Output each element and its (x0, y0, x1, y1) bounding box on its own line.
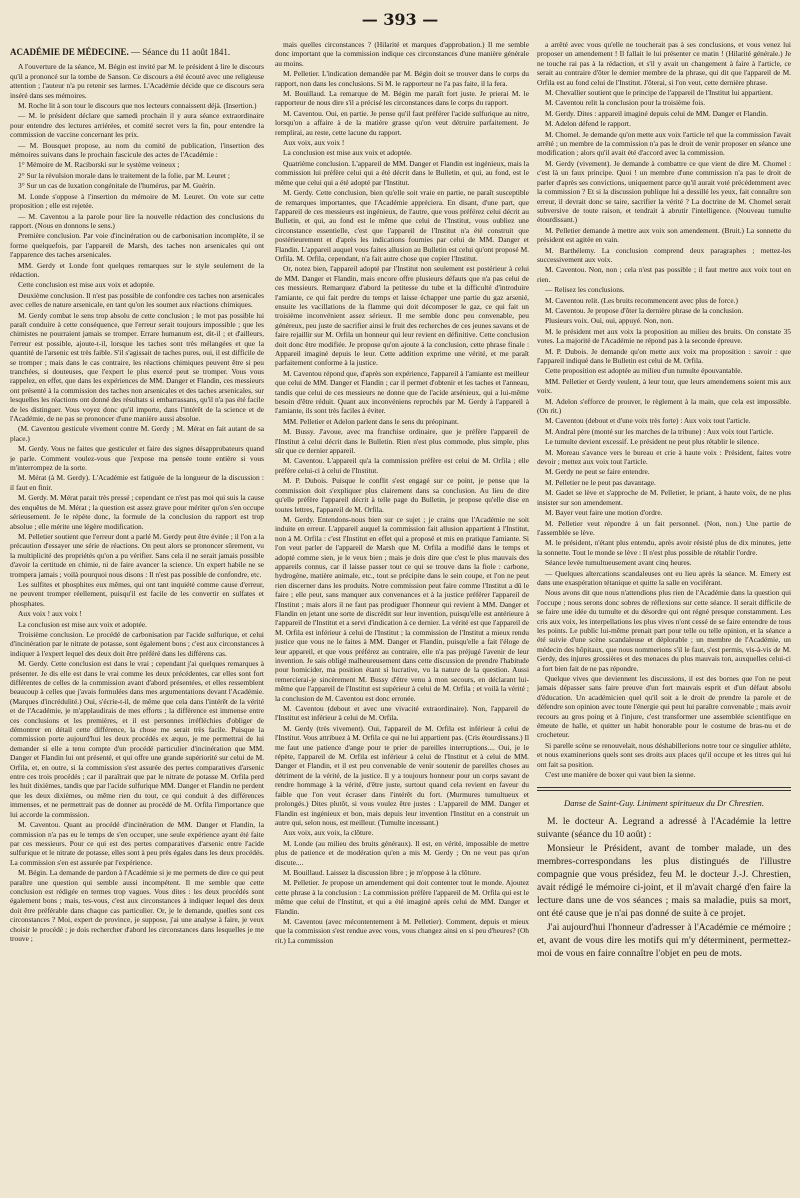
paragraph: M. Caventou. L'appareil qu'a la commission préfère est celui de M. Orfila ; elle préfère celui-ci à celui de l'Institut. (275, 456, 529, 475)
separator-rule (537, 787, 791, 788)
paragraph: Cette proposition est adoptée au milieu d'un tumulte épouvantable. (545, 366, 743, 376)
paragraph: Cette conclusion est mise aux voix et adoptée. (18, 280, 155, 290)
paragraph: M. Londe (au milieu des bruits généraux). Il est, en vérité, impossible de mettre plus de patience et de modération qu'en a mis M. Gerdy ; On ne veut pas qu'on discute.... (275, 838, 529, 867)
paragraph: M. Mérat (à M. Gerdy). L'Académie est fatiguée de la longueur de la discussion : il faut en finir. (10, 473, 264, 492)
paragraph: a arrêté avec vous qu'elle ne toucherait pas à ses conclusions, et vous venez lui proposer un amendement ! Il fallait le lui présenter ce matin ! (Hilarité générale.) Je ne touche rai pas à la rédaction, et s'il y avait un changement à faire à l'article, ce serait au contraire d'ôter le dernier membre de la phrase, qui dit que l'appareil de M. Orfila est au fond celui de l'Institut. J'ôterai, si l'on veut, cette dernière phrase. (537, 40, 791, 87)
paragraph: M. Caventou. Non, non ; cela n'est pas possible ; il faut mettre aux voix tout en rien. (537, 265, 791, 284)
paragraph: M. Roche lit à son tour le discours que nos lecteurs connaissent déjà. (Insertion.) (18, 101, 257, 111)
paragraph: M. Moreau s'avance vers le bureau et crie à haute voix : Président, faites votre devoir ; mettez aux voix tout l'article. (537, 447, 791, 467)
paragraph: M. Gerdy ne peut se faire entendre. (545, 467, 650, 477)
separator-rule-2 (537, 790, 791, 791)
paragraph: MM. Pelletier et Gerdy veulent, à leur tour, que leurs amendemens soient mis aux voix. (537, 376, 791, 396)
paragraph: M. Bouillaud. Laissez la discussion libre ; je m'oppose à la clôture. (283, 867, 481, 877)
paragraph: M. le docteur A. Legrand a adressé à l'Académie la lettre suivante (séance du 10 août) : (537, 815, 791, 840)
paragraph: M. Barthélemy. La conclusion comprend deux paragraphes ; mettez-les successivement aux voix. (537, 245, 791, 264)
paragraph: M. Gerdy. Dites : appareil imaginé depuis celui de MM. Danger et Flandin. (545, 108, 768, 118)
paragraph: M. Gerdy. M. Mérat parait très pressé ; cependant ce n'est pas moi qui suis la cause des enquêtes de M. Mérat ; la question est assez grave pour mériter qu'on s'en occupe sérieusement. Je le répète donc, la formule de la conclusion du rapport est trop absolue ; elle mérite une légère modification. (10, 493, 264, 531)
paragraph: M. Londe s'oppose à l'insertion du mémoire de M. Leuret. On vote sur cette proposition ; elle est rejetée. (10, 191, 264, 211)
paragraph: M. Bussy. J'avoue, avec ma franchise ordinaire, que je préfère l'appareil de l'Institut à celui décrit dans le Bulletin. Rien n'est plus commode, plus simple, plus sûr que ce dernier appareil. (275, 427, 529, 456)
paragraph: M. Pelletier. L'indication demandée par M. Bégin doit se trouver dans le corps du rapport, non dans les conclusions. Si M. le rapporteur ne l'a pas faite, il la fera. (275, 69, 529, 88)
paragraph: M. Pelletier ne le peut pas davantage. (545, 477, 656, 487)
paragraph: M. Caventou. Je propose d'ôter la dernière phrase de la conclusion. (545, 305, 744, 315)
paragraph: Monsieur le Président, avant de tomber malade, un des membres-correspondans les plus distingués de l'illustre compagnie que vous présidez, feu M. le docteur J.-J. Chrestien, avait rédigé le mémoire ci-joint, et il m'avait chargé d'en faire la lecture dans une de vos séances ; mais sa maladie, puis sa mort, ont été cause que je n'ai pas donné de suite à ce projet. (537, 842, 791, 919)
paragraph: Aux voix ! aux voix ! (18, 609, 82, 619)
paragraph: M. le président met aux voix la proposition au milieu des bruits. On constate 35 votes. La majorité de l'Académie ne répond pas à la seconde épreuve. (537, 326, 791, 346)
paragraph: (M. Caventou gesticule vivement contre M. Gerdy ; M. Mérat en fait autant de sa place.) (10, 424, 264, 443)
section-title (10, 48, 264, 57)
paragraph: MM. Pelletier et Adelon parlent dans le sens du préopinant. (283, 416, 459, 426)
paragraph: M. Bayer veut faire une motion d'ordre. (545, 508, 663, 518)
section-title-date: — Séance du 11 août 1841. (131, 47, 231, 57)
paragraph: M. Caventou relit. (Les bruits recommencent avec plus de force.) (545, 295, 738, 305)
paragraph: — Relisez les conclusions. (545, 285, 625, 295)
paragraph: M. Pelletier. Je propose un amendement qui doit contenter tout le monde. Ajoutez cette phrase à la conclusion : La commission préfère l'appareil de M. Orfila qui est le même que celui de l'Institut, et qui a été imaginé après celui de MM. Danger et Flandin. (275, 878, 529, 916)
column-middle-body (275, 40, 529, 945)
paragraph: M. Bouillaud. La remarque de M. Bégin me paraît fort juste. Je prierai M. le rapporteur de nous dire s'il a précisé les circonstances dans le corps du rapport. (275, 89, 529, 108)
paragraph: M. Caventou (debout et avec une vivacité extraordinaire). Non, l'appareil de l'Institut est inférieur à celui de M. Orfila. (275, 704, 529, 723)
paragraph: M. Adelon défend le rapport. (545, 119, 631, 129)
paragraph: Aux voix, aux voix ! (283, 138, 345, 148)
paragraph: M. Gerdy (vivement). Je demande à combattre ce que vient de dire M. Chomel : c'est là un faux principe. Quoi ! un membre d'une commission n'a pas le droit de parler d'après ses convictions, uniquement parce qu'il aurait voté précédemment avec la commission ? Et si la discussion publique lui a dessillé les yeux, fait connaître son erreur, il devrait donc se taire, sacrifier la vérité ? La doctrine de M. Chomel serait subversive de toute raison, et tendrait à abrutir l'intelligence. (Nouveau tumulte étourdissant.) (537, 158, 791, 225)
paragraph: M. Caventou répond que, d'après son expérience, l'appareil à l'amiante est meilleur que celui de MM. Danger et Flandin ; car il permet d'obtenir et les taches et l'anneau, tandis que celui de ces messieurs ne donne que de l'acide arsénieux, qui a lui-même besoin d'être réduit. Quant aux inconvéniens reprochés par M. Gerdy à l'appareil à l'amiante, ils sont très faciles à éviter. (275, 368, 529, 416)
paragraph: M. P. Dubois. Je demande qu'on mette aux voix ma proposition : savoir : que l'appareil indiqué dans le Bulletin est celui de M. Orfila. (537, 346, 791, 365)
paragraph: M. Gerdy combat le sens trop absolu de cette conclusion ; le mot pas possible lui paraît conduire à cette conséquence, que l'erreur serait toujours impossible ; que les chimistes ne pourraient jamais se tromper. Errare humanum est, dit-il ; et d'ailleurs, l'erreur est possible, ajoute-t-il, lorsque les taches sont très mélangées et que la quantité de l'arsenic est très faible. S'il s'agissait de taches pures, oui, il est difficile de se tromper ; mais dans le cas contraire, les réactions chimiques peuvent être si peu tranchées, si douteuses, que l'expert le plus exercé peut se tromper. Vous vous rappelez, en effet, que dans les expériences de MM. Danger et Flandin, ces messieurs ont présenté à la commission des taches non arsenicales et des taches arsenicales, sur lesquelles les réactions ont donné des résultats si embarrassans, qu'il n'a pas été facile de les distinguer. Vous voyez donc qu'il importe, dans l'intérêt de la science et de l'Académie, de ne pas se prononcer d'une manière aussi absolue. (10, 310, 264, 424)
paragraph: M. Pelletier demande à mettre aux voix son amendement. (Bruit.) La sonnette du président est agitée en vain. (537, 225, 791, 245)
paragraph: Nous avons dit que nous n'attendions plus rien de l'Académie dans la question qui l'occupe ; nous serons donc sobres de réflexions sur cette séance. Il serait difficile de se faire une idée du tumulte et du désordre qui ont régné presque constamment. Les cris aux voix, les interpellations les plus vives n'ont cessé de se faire entendre de tous les points. Le public lui-même prenait part pour telle ou telle opinion, et la séance a été suivie d'une scène scandaleuse et déplorable ; un membre de l'Académie, un médecin des hôpitaux, que nous nommerions s'il le faut, s'est permis, vis-à-vis de M. Gerdy, des injures grossières et des menaces du plus mauvais ton, auxquelles celui-ci a fort bien fait de ne pas répondre. (537, 588, 791, 673)
paragraph: M. Gadet se lève et s'approche de M. Pelletier, le priant, à haute voix, de ne plus insister sur son amendement. (537, 488, 791, 507)
paragraph: M. Chevallier soutient que le principe de l'appareil de l'Institut lui appartient. (545, 88, 773, 98)
paragraph: A l'ouverture de la séance, M. Bégin est invité par M. le président à lire le discours qu'il a prononcé sur la tombe de Sanson. Ce discours a été écouté avec une religieuse attention ; l'auteur n'a pu retenir ses larmes. L'Académie décide que ce discours sera inséré dans ses mémoires. (10, 62, 264, 100)
paragraph: — M. Caventou a la parole pour lire la nouvelle rédaction des conclusions du rapport. (Nous en donnons le sens.) (10, 211, 264, 230)
article-body (537, 815, 791, 960)
column-right (537, 40, 791, 1190)
paragraph: M. Chomel. Je demande qu'on mette aux voix l'article tel que la commission l'avait arrêté ; un membre de la commission n'a pas le droit de venir proposer en séance une modification ; alors qu'il avait été d'accord avec la commission. (537, 129, 791, 158)
paragraph: M. Gerdy. Vous ne faites que gesticuler et faire des signes désapprobateurs quand je parle. Comment voulez-vous que j'expose ma pensée toute entière si vous m'interrompez de la sorte. (10, 444, 264, 473)
paragraph: M. Gerdy. Cette conclusion est dans le vrai ; cependant j'ai quelques remarques à présenter. Je dis elle est dans le vrai comme les deux précédentes, car elles sont fort différentes de celles de la commission avant d'abord présentées, et elles ressemblent beaucoup à celles que j'avais formulées dans mes argumentations devant l'Académie. (Marques d'incrédulité.) Oui, s'écrie-t-il, de même que cela dans l'intérêt de la vérité et de l'Académie, je m'applaudirais de mes efforts ; la différence est immense entre ces conclusions et les premières, et il est personnes irréfléchies d'obliger de démontrer en détail cette différence, la chose me serait très facile. Puisque la commission porte aujourd'hui les deux procédés ex æquo, je me permettrai de lui demander si elle a tenu compte d'un procédé particulier d'incinération que MM. Danger et Flandin lui ont présenté, et qui offre une grande supériorité sur celui de M. Orfila, et, en outre, si la commission s'est assurée des pertes comparatives d'arsenic entre ces trois procédés ; car il paraîtrait que par le nitrate de potasse M. Orfila perd les huit dixièmes, tandis que par l'acide sulfurique MM. Danger et Flandin ne perdent que les deux dixièmes, ou même rien du tout, ce qui conduit à des différences immenses, et ne permettrait pas de donner au procédé de M. Orfila l'importance que lui accorde la commission. (10, 659, 264, 819)
paragraph: Deuxième conclusion. Il n'est pas possible de confondre ces taches non arsenicales avec celles de nature arsenicale, en tant qu'on les soumet aux réactions chimiques. (10, 290, 264, 310)
paragraph: Séance levée tumultueusement avant cinq heures. (545, 558, 692, 568)
paragraph: M. Pelletier soutient que l'erreur dont a parlé M. Gerdy peut être évitée ; il l'on a la précaution d'essayer une série de réactions. On peut alors se prononcer sûrement, vu la multiplicité des propriétés qu'on a pu vérifier. Sans cela il ne serait jamais possible d'avoir la certitude en chimie, ni de faire avancer la science. Un expert habile ne se trompera jamais ; voilà pourquoi nous disons : Il n'est pas possible de confondre, etc. (10, 531, 264, 579)
paragraph: M. Adelon s'efforce de prouver, le règlement à la main, que cela est impossible. (On rit.) (537, 396, 791, 416)
paragraph: M. Caventou (avec mécontentement à M. Pelletier). Comment, depuis et mieux que la commission s'est rendue avec vous, vous changez ainsi en si peu d'heures? (Oh rit.) La commission (275, 916, 529, 945)
paragraph: Plusieurs voix. Oui, oui, appuyé. Non, non. (545, 316, 674, 326)
paragraph: — Quelques altercations scandaleuses ont eu lieu après la séance. M. Emery est dans une exaspération tétanique et quitte la salle en vociférant. (537, 568, 791, 587)
paragraph: M. Gerdy. Cette conclusion, bien qu'elle soit vraie en partie, ne paraît susceptible de remarques importantes, que l'Académie appréciera. En disant, d'une part, que l'appareil de ces messieurs est ingénieux, de l'autre, que vous préférez celui décrit au Bulletin, et qui, au fond est le même que celui de l'Institut, vous oubliez une circonstance essentielle, c'est que l'appareil de l'Institut n'a été construit que postérieurement et d'après les indications fournies par celui de MM. Danger et Flandin. L'appareil auquel vous faites allusion au Bulletin est celui qu'ont proposé M. Orfila. M. Orfila, cependant, n'a fait autre chose que copier l'Institut. (275, 188, 529, 263)
paragraph: M. Bégin. La demande de pardon à l'Académie si je me permets de dire ce qui peut paraître une question qui semble aussi incompétent. Il me semble que cette conclusion est rédigée en termes trop vagues. Vous dites : les deux procédés sont également bons ; mais, tes-vous, c'est aux circonstances à indiquer lequel des deux doit être préférable dans chaque cas particulier. Or, je le demande, quelles sont ces circonstances ? Moi, expert de province, je suppose, j'ai une analyse à faire, je veux choisir le procédé ; je dois rechercher d'abord les circonstances dans lesquelles je me trouve ; (10, 868, 264, 943)
paragraph: M. le président, n'étant plus entendu, après avoir résisté plus de dix minutes, jette la sonnette. Tout le monde se lève : Il n'est plus possible de rétablir l'ordre. (537, 538, 791, 557)
paragraph: M. P. Dubois. Puisque le conflit s'est engagé sur ce point, je pense que la commission doit s'expliquer plus clairement dans sa conclusion. Au lieu de dire qu'elle préfère l'appareil décrit à telle page du Bulletin, je propose qu'elle dise en toutes lettres, l'appareil de M. Orfila. (275, 476, 529, 514)
paragraph: M. Pelletier veut répondre à un fait personnel. (Non, non.) Une partie de l'assemblée se lève. (537, 518, 791, 537)
paragraph: J'ai aujourd'hui l'honneur d'adresser à l'Académie ce mémoire ; et, avant de vous dire les motifs qui m'y déterminent, permettez-moi de vous en faire connaître l'objet en peu de mots. (537, 921, 791, 959)
paragraph: C'est une manière de boxer qui vaut bien la sienne. (545, 770, 696, 780)
paragraph: — M. le président déclare que samedi prochain il y aura séance extraordinaire pour entendre des lectures arriérées, et comité secret vers la fin, pour entendre la commission de vaccine concernant les prix. (10, 111, 264, 140)
paragraph: M. Andral père (monté sur les marches de la tribune) : Aux voix tout l'article. (545, 426, 774, 436)
section-title-main: ACADÉMIE DE MÉDECINE. (10, 47, 129, 57)
paragraph: La conclusion est mise aux voix et adoptée. (283, 148, 412, 158)
paragraph: M. Gerdy. Entendons-nous bien sur ce sujet ; je crains que l'Académie ne soit induite en erreur. L'appareil auquel la commission fait allusion appartient à l'Institut, non à M. Orfila : c'est l'Institut en effet qui a proposé et mis en pratique l'amiante. Si l'on veut parler de l'appareil de Marsh que M. Orfila a modifié dans le temps et adopté comme sien, je le veux bien ; mais je dois dire que c'est le plus mauvais des appareils connus, car il laisse passer tout ce qui se trouve dans la fiole : carbone, hydrogène, matière animale, etc., tout se précipite dans le sein coupe, et l'on ne peut rien discerner dans les produits. Notre commission peut faire comme l'Institut a dû le faire ; elle peut, sans manquer aux convenances et à la justice préférer l'appareil de l'Institut ; mais alors il ne faut pas prodiguer l'honneur qui revient à MM. Danger et Flandin en jetant une sorte de discrédit sur leur invention, puisqu'elle est antérieure à l'appareil de l'Institut et a servi d'indication à ce dernier. La vérité est que l'appareil de M. Orfila est inférieur à celui de l'Institut ; la commission de l'Institut a mieux rendu justice que vous ne le faites à MM. Danger et Flandin, puisqu'elle a fait l'éloge de leur appareil, et que vous préférez au contraire, elle n'a pas préjugé l'avenir de leur invention. Je sais obligé malheureusement dans cette discussion de prendre l'habitude pour homicider, ma position étant si lucrative, vu la nature de la question. Aussi remercierai-je sincèrement M. Bussy d'être venu à mon secours, en déclarant lui-même que l'appareil de l'Institut est supérieur à celui de M. Orfila ; et voilà la vérité ; la conclusion de M. Caventou est donc erronée. (275, 514, 529, 703)
paragraph: Quelque vives que deviennent les discussions, il est des bornes que l'on ne peut jamais dépasser sans faire preuve d'un fort mauvais esprit et d'un défaut absolu d'éducation. Un académicien quel qu'il soit a le droit de prendre la parole et de défendre son opinion avec toute l'énergie qui peut lui paraître convenable ; mais avoir recours au gros poing et à l'injure, c'est transformer une assemblée scientifique en émeute de halle, et quitter un habit honorable pour le costume de bras-nu et de crocheteur. (537, 674, 791, 740)
paragraph: Aux voix, aux voix, la clôture. (283, 828, 374, 838)
paragraph: Les sulfites et phosphites eux mêmes, qui ont tant inquiété comme cause d'erreur, ne peuvent tromper réellement, puisqu'il est facile de les convertir en sulfates et phosphates. (10, 579, 264, 608)
column-left (10, 40, 264, 1190)
paragraph: M. Caventou. Oui, en partie. Je pense qu'il faut préférer l'acide sulfurique au nitre, lorsqu'on a affaire à de la matière grasse qu'on veut détruire parfaitement. Je remplirai, au reste, cette lacune du rapport. (275, 108, 529, 137)
paragraph: M. Caventou (debout et d'une voix très forte) : Aux voix tout l'article. (545, 416, 751, 426)
paragraph: M. Caventou relit la conclusion pour la troisième fois. (545, 98, 706, 108)
column-left-body (10, 62, 264, 943)
column-middle (275, 40, 529, 1190)
paragraph: M. Gerdy (très vivement). Oui, l'appareil de M. Orfila est inférieur à celui de l'Institut. Vous attribuez à M. Orfila ce qui ne lui appartient pas. (Cris étourdissans.) Il me faut une patience d'ange pour te prier de pareilles interruptions.... Oui, je le répète, l'appareil de M. Orfila est inférieur à celui de l'Institut et à celui de MM. Danger et Flandin, et il est peu convenable de venir soutenir de pareilles choses au détriment de la vérité, de la justice. Il y a toujours honneur pour un corps savant de rendre hommage à la vérité, d'être juste, surtout quand cela revient en faveur du faible que l'on veut écraser dans l'intérêt du fort. (Murmures tumultueux et prolongés.) Dites plutôt, si vous voulez être justes : L'appareil de MM. Danger et Flandin est ingénieux et bon, mais depuis leur invention l'Institut en a construit un autre qui, selon nous, est meilleur. (Tumulte incessant.) (275, 723, 529, 827)
page-number-header: — 393 — (361, 10, 439, 29)
paragraph: mais quelles circonstances ? (Hilarité et marques d'approbation.) Il me semble donc important que la commission indique ces circonstances d'une manière générale au moins. (275, 40, 529, 68)
paragraph: 1° Mémoire de M. Raciborski sur le système veineux ; (18, 160, 180, 170)
column-right-body (537, 40, 791, 779)
paragraph: Troisième conclusion. Le procédé de carbonisation par l'acide sulfurique, et celui d'incinération par le nitrate de potasse, sont également bons ; c'est aux circonstances à indiquer à l'expert lequel des deux doit être préféré dans les différens cas. (10, 629, 264, 658)
paragraph: Première conclusion. Par voie d'incinération ou de carbonisation incomplète, il se forme quelquefois, par l'appareil de Marsh, des taches non arsenicales qui ont l'apparence des taches arsenicales. (10, 231, 264, 260)
paragraph: Quatrième conclusion. L'appareil de MM. Danger et Flandin est ingénieux, mais la commission lui préfère celui qui a été décrit dans le Bulletin, et qui, au fond, est le même que celui qui a été adopté par l'Institut. (275, 158, 529, 187)
paragraph: La conclusion est mise aux voix et adoptée. (18, 619, 147, 629)
paragraph: Le tumulte devient excessif. Le président ne peut plus rétablir le silence. (545, 437, 760, 447)
paragraph: 3° Sur un cas de luxation congénitale de l'humérus, par M. Guérin. (18, 181, 216, 191)
paragraph: MM. Gerdy et Londe font quelques remarques sur le style seulement de la rédaction. (10, 260, 264, 279)
paragraph: Si parelle scène se renouvelait, nous déshabillerions notre tour ce singulier athlète, et nous examinerions quels sont ses droits aux places qu'il occupe et les titres qui lui ont fait sa position. (537, 740, 791, 769)
paragraph: M. Caventou. Quant au procédé d'incinération de MM. Danger et Flandin, la commission n'a pas eu le temps de s'en occuper, une seule expérience ayant été faite par ces messieurs. Pour ce qui est des pertes comparatives d'arsenic entre l'acide sulfurique et le nitrate de potasse, elles sont à peu près égales dans les deux procédés. La commission s'en est assurée par l'expérience. (10, 820, 264, 867)
paragraph: — M. Bousquet propose, au nom du comité de publication, l'insertion des mémoires suivans dans le prochain fascicule des actes de l'Académie : (10, 140, 264, 160)
paragraph: 2° Sur la révulsion morale dans le traitement de la folie, par M. Leuret ; (18, 170, 230, 180)
article-title: Danse de Saint-Guy. Liniment spiritueux du Dr Chrestien. (564, 798, 764, 809)
paragraph: Or, notez bien, l'appareil adopté par l'Institut non seulement est postérieur à celui de MM. Danger et Flandin, mais encore offre plusieurs défauts que n'a pas celui de ces messieurs. Remarquez d'abord la petitesse du tube et la difficulté d'introduire l'amiante, ce qui fait perdre du temps et laisse échapper une partie du gaz arsenié, ensuite les vacillations de la flamme qui doit décomposer le gaz, ce qui fait un troisième inconvénient assez sérieux. Il me semble donc peu convenable, peu généreux, peu juste de sacrifier ainsi le fruit des recherches de ces jeunes savans et de faire rejaillir sur M. Orfila un honneur qui leur revient en définitive. Cette conclusion doit donc être modifiée. Je propose qu'on ajoute à la conclusion, cette phrase finale : Appareil imaginé depuis le leur. Cette addition exprime une vérité, et me paraît parfaitement conforme à la justice. (275, 264, 529, 368)
